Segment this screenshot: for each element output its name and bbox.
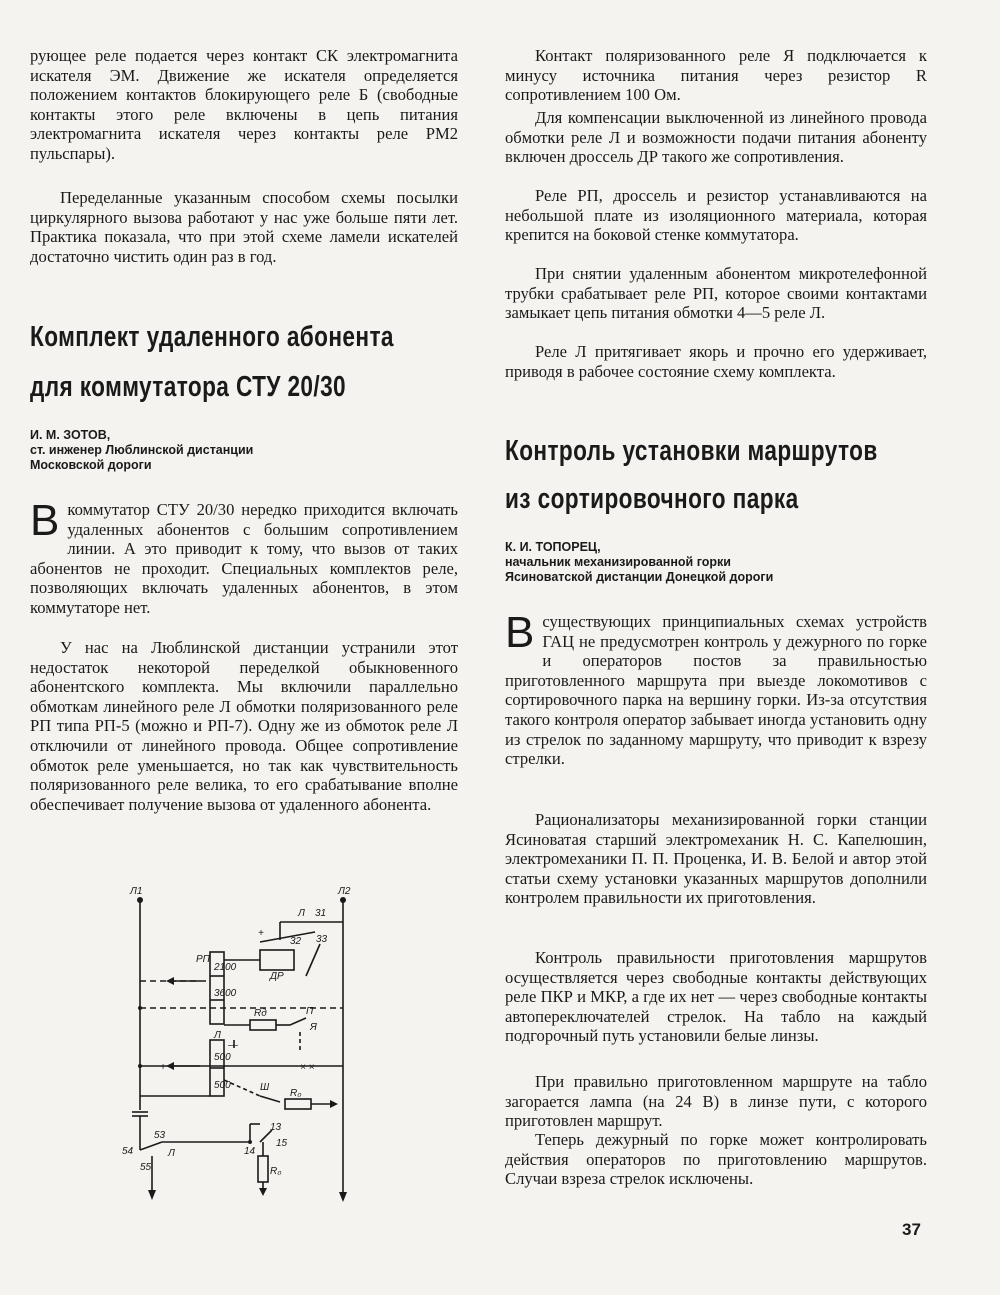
article1-paragraph-1-text: коммутатор СТУ 20/30 нередко приходится включать удаленных абонентов с большим сопротивлением линии. А это приводит к тому, что вызов от таких абонентов не проходит. Специальных комплектов реле, позволяющих включать удаленных абонентов, в этом коммутаторе нет. xyxy=(30,500,458,617)
article1-byline xyxy=(30,428,458,473)
right-continuation-paragraph-2: Для компенсации выключенной из линейного провода обмотки реле Л и возможности подачи питания абоненту включен дроссель ДР такого же сопротивления. xyxy=(505,108,927,167)
label-R0-lower: R₀ xyxy=(270,1166,282,1177)
article2-paragraph-1-text: существующих принципиальных схемах устройств ГАЦ не предусмотрен контроль у дежурного по горке и операторов постов за правильностью приготовленного маршрута при выезде локомотивов с сортировочного парка на вершину горки. Из-за отсутствия такого контроля оператор забывает иногда установить одну из стрелок по заданному маршруту, что приводит к взрезу стрелки. xyxy=(505,612,927,769)
article2-paragraph-5: Теперь дежурный по горке может контролировать действия операторов по приготовлению маршрутов. Случаи взреза стрелок исключены. xyxy=(505,1130,927,1189)
label-c55: 55 xyxy=(140,1162,152,1173)
label-c31-group: Л xyxy=(298,908,305,919)
article2-author: К. И. ТОПОРЕЦ, xyxy=(505,540,601,554)
article2-dropcap: В xyxy=(505,608,535,657)
label-c33: 33 xyxy=(316,934,328,945)
label-c32: 32 xyxy=(290,936,302,947)
relay-circuit-schematic xyxy=(110,880,370,1210)
article1-title-line1: Комплект удаленного абонента xyxy=(30,321,394,353)
label-YA: Я xyxy=(310,1022,317,1033)
article1-paragraph-2: У нас на Люблинской дистанции устранили этот недостаток некоторой переделкой обыкновенного абонентского комплекта. Мы включили параллельно обмоткам линейного реле Л обмотки поляризованного реле РП типа РП-5 (можно и РП-7). Одну же из обмоток реле Л отключили от линейного провода. Общее сопротивление обмоток реле уменьшается, но так как чувствительность поляризованного реле велика, то его срабатывание вполне обеспечивает получение вызова от удаленного абонента. xyxy=(30,638,458,814)
article2-paragraph-4: При правильно приготовленном маршруте на табло загорается лампа (на 24 В) в линзе пути, с которого приготовлен маршрут. xyxy=(505,1072,927,1131)
label-P: П xyxy=(306,1006,314,1017)
article2-title-line1: Контроль установки маршрутов xyxy=(505,435,878,467)
right-continuation-paragraph-1: Контакт поляризованного реле Я подключается к минусу источника питания через резистор R сопротивлением 100 Ом. xyxy=(505,46,927,105)
label-SH: Ш xyxy=(260,1082,270,1093)
label-L-relay: Л xyxy=(214,1030,221,1041)
article1-paragraph-1 xyxy=(30,496,458,618)
continuation-paragraph-2: Переделанные указанным способом схемы посылки циркулярного вызова работают у нас уже больше пяти лет. Практика показала, что при этой схеме ламели искателей достаточно чистить один раз в год. xyxy=(30,188,458,266)
article1-author-position: ст. инженер Люблинской дистанции xyxy=(30,443,254,457)
article2-byline xyxy=(505,540,927,585)
label-cross: × × xyxy=(300,1062,315,1073)
label-plus-top: + xyxy=(258,928,264,939)
article2-paragraph-1 xyxy=(505,608,927,769)
label-plus-left: + xyxy=(160,1062,166,1073)
label-coil-2100: 2100 xyxy=(214,962,237,973)
article1-author-org: Московской дороги xyxy=(30,458,152,472)
article2-paragraph-2: Рационализаторы механизированной горки станции Ясиноватая старший электромеханик Н. С. Капелюшин, электромеханики П. П. Проценка, И. В. Белой и автор этой статьи схему установки указанных маршрутов дополнили контролем правильности их приготовления. xyxy=(505,810,927,908)
continuation-paragraph-1: рующее реле подается через контакт СК электромагнита искателя ЭМ. Движение же искателя определяется положением контактов блокирующего реле Б (свободные контакты этого реле включены в цепь питания электромагнита искателя через контакты реле РМ2 пульспары). xyxy=(30,46,458,163)
label-c13: 13 xyxy=(270,1122,282,1133)
label-DR: ДР xyxy=(270,971,284,982)
right-continuation-paragraph-3: Реле РП, дроссель и резистор устанавливаются на небольшой плате из изоляционного материала, которая крепится на боковой стенке коммутатора. xyxy=(505,186,927,245)
label-c53: 53 xyxy=(154,1130,166,1141)
label-c54: 54 xyxy=(122,1146,134,1157)
article1-dropcap: В xyxy=(30,496,60,545)
label-L1: Л1 xyxy=(130,886,143,897)
article1-title-line2: для коммутатора СТУ 20/30 xyxy=(30,371,347,403)
article2-paragraph-3: Контроль правильности приготовления маршрутов осуществляется через свободные контакты действующих реле ПКР и МКР, а где их нет — через свободные контакты автопереключателей стрелок. На табло на каждый подгорочный путь установили белые линзы. xyxy=(505,948,927,1046)
label-c14: 14 xyxy=(244,1146,256,1157)
page-number: 37 xyxy=(902,1220,921,1239)
label-L-contact: Л xyxy=(168,1148,175,1159)
article1-author: И. М. ЗОТОВ, xyxy=(30,428,111,442)
label-minus: — xyxy=(228,1040,238,1051)
right-continuation-paragraph-4: При снятии удаленным абонентом микротелефонной трубки срабатывает реле РП, которое своими контактами замыкает цепь питания обмотки 4—5 реле Л. xyxy=(505,264,927,323)
label-coil-3600: 3600 xyxy=(214,988,237,999)
label-c15: 15 xyxy=(276,1138,288,1149)
label-R0-upper: R₀ xyxy=(290,1088,302,1099)
label-coil-500b: 500 xyxy=(214,1080,231,1091)
article2-author-org: Ясиноватской дистанции Донецкой дороги xyxy=(505,570,774,584)
label-RP: РП xyxy=(196,954,210,965)
label-RD: Rд xyxy=(254,1008,267,1019)
label-L2: Л2 xyxy=(338,886,351,897)
label-coil-500a: 500 xyxy=(214,1052,231,1063)
article2-author-position: начальник механизированной горки xyxy=(505,555,731,569)
article2-title-line2: из сортировочного парка xyxy=(505,483,799,515)
right-continuation-paragraph-5: Реле Л притягивает якорь и прочно его удерживает, приводя в рабочее состояние схему комплекта. xyxy=(505,342,927,381)
label-c31: 31 xyxy=(315,908,327,919)
